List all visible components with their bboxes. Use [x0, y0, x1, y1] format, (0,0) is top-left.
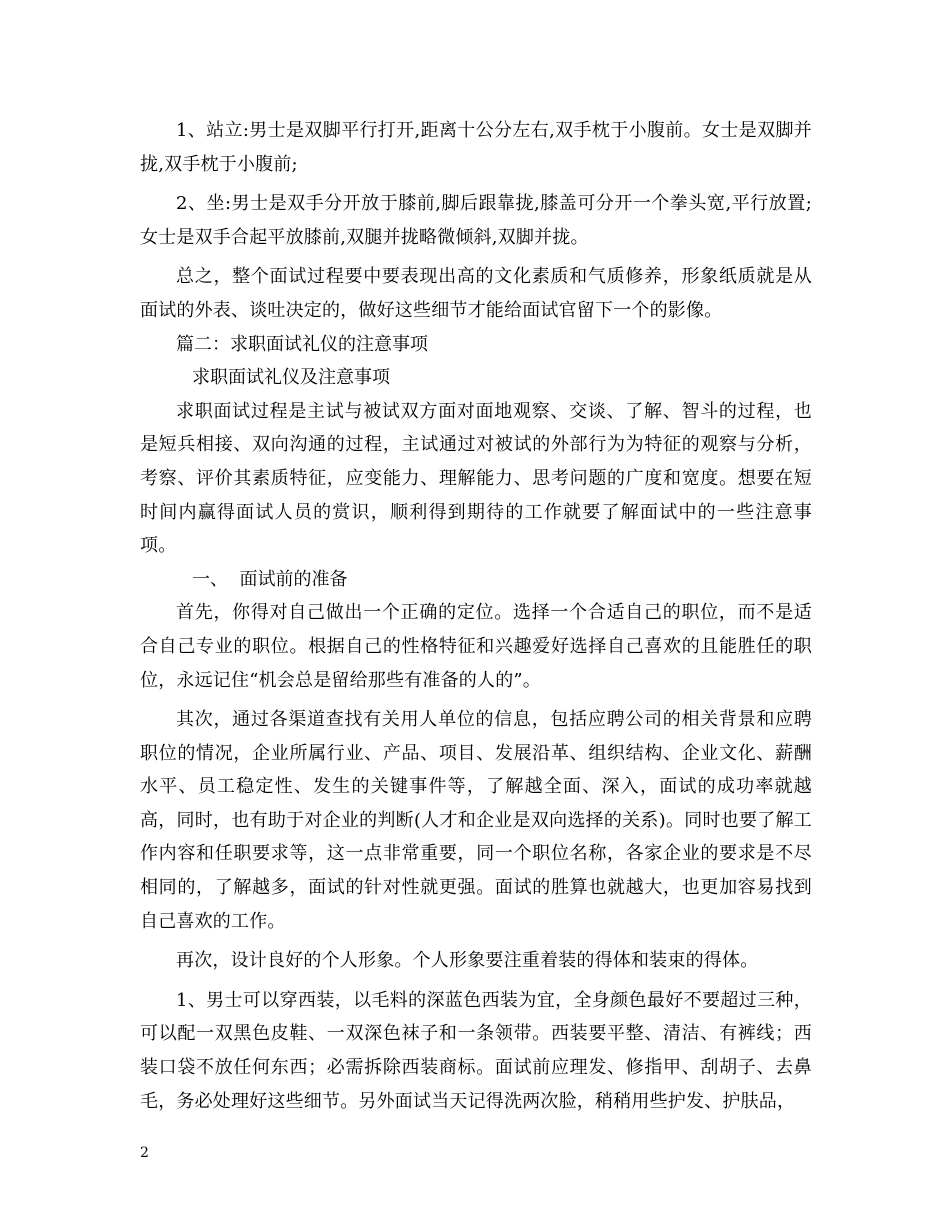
paragraph-first: 首先，你得对自己做出一个正确的定位。选择一个合适自己的职位，而不是适合自己专业的职位。根据自己的性格特征和兴趣爱好选择自己喜欢的且能胜任的职位，永远记住“机会总是留给那些有准备的人的”。: [140, 602, 812, 691]
article-heading: 篇二：求职面试礼仪的注意事项: [176, 333, 428, 355]
document-body: [140, 114, 812, 1118]
paragraph-standing: 1、站立:男士是双脚平行打开,距离十公分左右,双手枕于小腹前。女士是双脚并拢,双手枕于小腹前;: [140, 120, 812, 175]
paragraph-attire-men: 1、男士可以穿西装，以毛料的深蓝色西装为宜，全身颜色最好不要超过三种，可以配一双黑色皮鞋、一双深色袜子和一条领带。西装要平整、清洁、有裤线；西装口袋不放任何东西；必需拆除西装商标。面试前应理发、修指甲、刮胡子、去鼻毛，务必处理好这些细节。另外面试当天记得洗两次脸，稍稍用些护发、护肤品，: [140, 989, 812, 1112]
paragraph-sitting: 2、坐:男士是双手分开放于膝前,脚后跟靠拢,膝盖可分开一个拳头宽,平行放置;女士是双手合起平放膝前,双腿并拢略微倾斜,双脚并拢。: [140, 193, 812, 248]
paragraph-third: 再次，设计良好的个人形象。个人形象要注重着装的得体和装束的得体。: [176, 950, 759, 972]
paragraph-summary: 总之，整个面试过程要中要表现出高的文化素质和气质修养，形象纸质就是从面试的外表、谈吐决定的，做好这些细节才能给面试官留下一个的影像。: [140, 266, 812, 321]
paragraph-second: 其次，通过各渠道查找有关用人单位的信息，包括应聘公司的相关背景和应聘职位的情况，企业所属行业、产品、项目、发展沿革、组织结构、企业文化、薪酬水平、员工稳定性、发生的关键事件等，了解越全面、深入，面试的成功率就越高，同时，也有助于对企业的判断(人才和企业是双向选择的关系)。同时也要了解工作内容和任职要求等，这一点非常重要，同一个职位名称，各家企业的要求是不尽相同的，了解越多，面试的针对性就更强。面试的胜算也就越大，也更加容易找到自己喜欢的工作。: [140, 709, 812, 932]
page-number: 2: [140, 1145, 149, 1161]
article-title: 求职面试礼仪及注意事项: [192, 367, 390, 389]
paragraph-introduction: 求职面试过程是主试与被试双方面对面地观察、交谈、了解、智斗的过程，也是短兵相接、双向沟通的过程，主试通过对被试的外部行为为特征的观察与分析，考察、评价其素质特征，应变能力、理解能力、思考问题的广度和宽度。想要在短时间内赢得面试人员的赏识，顺利得到期待的工作就要了解面试中的一些注意事项。: [140, 400, 812, 557]
section-heading-preparation: 一、 面试前的准备: [192, 568, 348, 590]
